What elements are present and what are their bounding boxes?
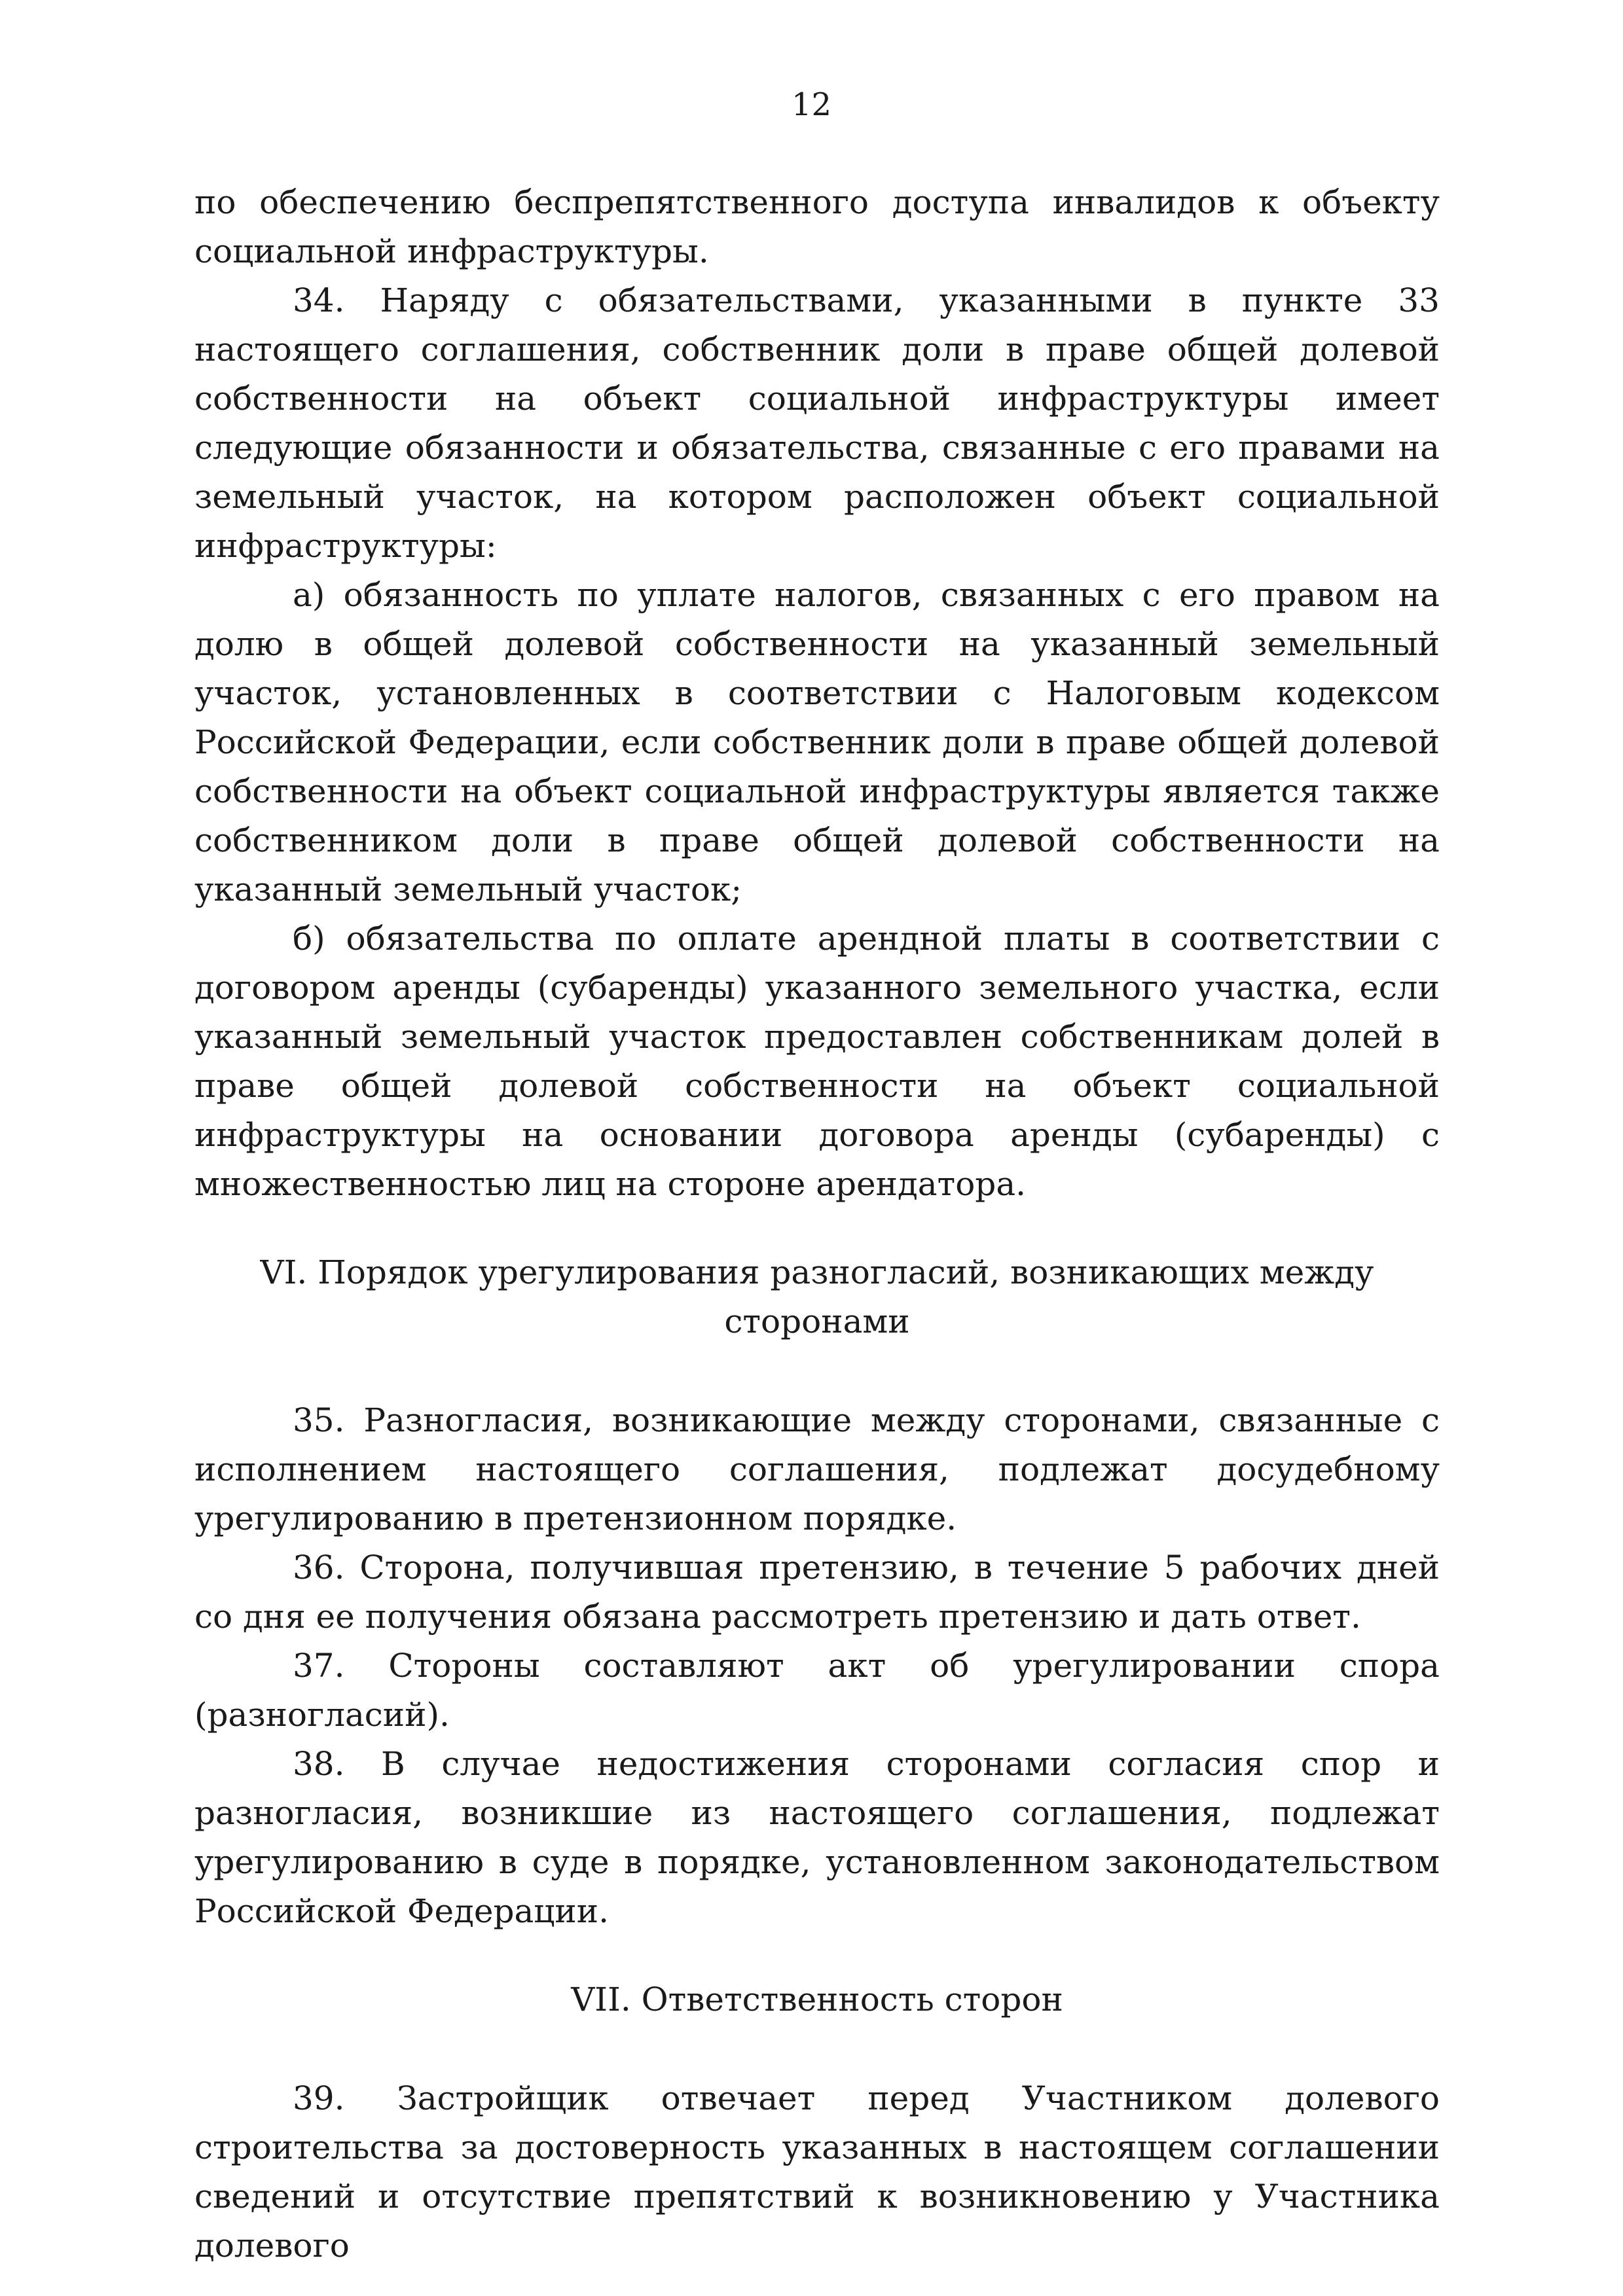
paragraph-34-a: а) обязанность по уплате налогов, связанных с его правом на долю в общей долевой собственности на указанный земельный участок, установленных в соответствии с Налоговым кодексом Российской Федерации, если собственник доли в праве общей долевой собственности на объект социальной инфраструктуры является также собственником доли в праве общей долевой собственности на указанный земельный участок; <box>194 576 1440 908</box>
paragraph-37: 37. Стороны составляют акт об урегулировании спора (разногласий). <box>194 1647 1440 1734</box>
paragraph-39: 39. Застройщик отвечает перед Участником долевого строительства за достоверность указанных в настоящем соглашении сведений и отсутствие препятствий к возникновению у Участника долевого <box>194 2079 1440 2265</box>
paragraph-34-b: б) обязательства по оплате арендной платы в соответствии с договором аренды (субаренды) указанного земельного участка, если указанный земельный участок предоставлен собственникам долей в праве общей долевой собственности на объект социальной инфраструктуры на основании договора аренды (субаренды) с множественностью лиц на стороне арендатора. <box>194 920 1440 1203</box>
paragraph-38: 38. В случае недостижения сторонами согласия спор и разногласия, возникшие из настоящего соглашения, подлежат урегулированию в суде в порядке, установленном законодательством Российской Федерации. <box>194 1745 1440 1930</box>
paragraph-continuation: по обеспечению беспрепятственного доступа инвалидов к объекту социальной инфраструктуры. <box>194 183 1440 270</box>
paragraph-35: 35. Разногласия, возникающие между сторонами, связанные с исполнением настоящего соглашения, подлежат досудебному урегулированию в претензионном порядке. <box>194 1401 1440 1537</box>
paragraph-34: 34. Наряду с обязательствами, указанными в пункте 33 настоящего соглашения, собственник доли в праве общей долевой собственности на объект социальной инфраструктуры имеет следующие обязанности и обязательства, связанные с его правами на земельный участок, на котором расположен объект социальной инфраструктуры: <box>194 281 1440 565</box>
paragraph-36: 36. Сторона, получившая претензию, в течение 5 рабочих дней со дня ее получения обязана рассмотреть претензию и дать ответ. <box>194 1549 1440 1636</box>
section-heading-vi: VI. Порядок урегулирования разногласий, возникающих между сторонами <box>260 1253 1374 1340</box>
page-number: 12 <box>791 86 832 123</box>
document-body <box>194 178 1440 2270</box>
section-heading-vii: VII. Ответственность сторон <box>571 1981 1063 2018</box>
